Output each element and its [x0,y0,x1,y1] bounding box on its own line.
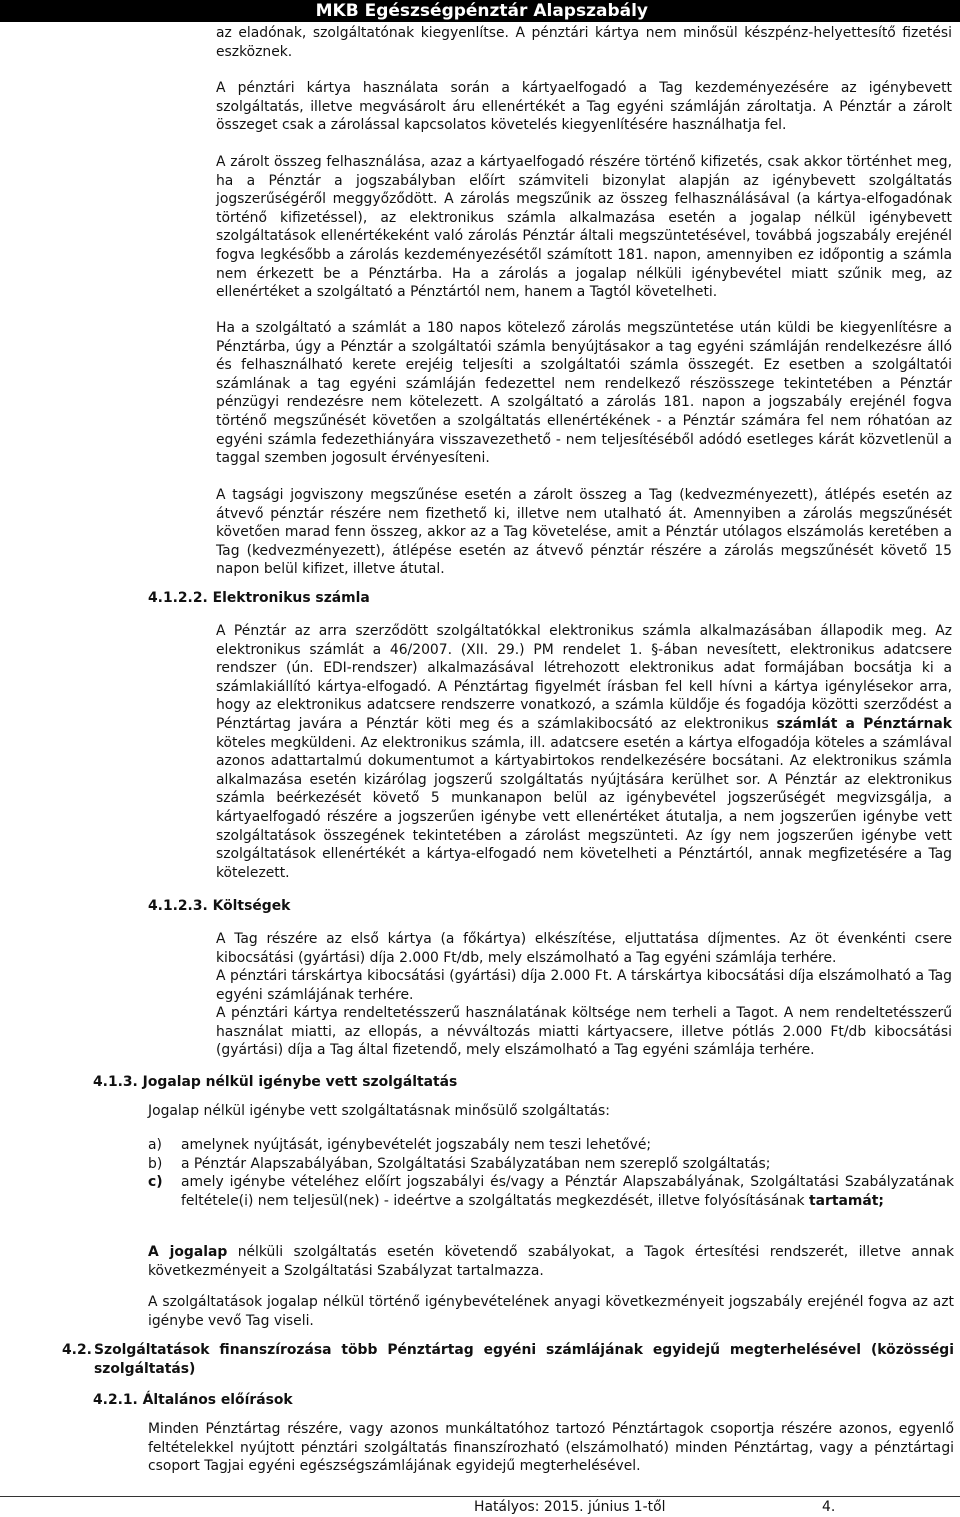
list-item [148,1155,954,1174]
paragraph: Minden Pénztártag részére, vagy azonos munkáltatóhoz tartozó Pénztártagok csoportja részére azonos, egyenlő feltételekkel nyújtott pénztári szolgáltatás finanszírozható (elszámolható) minden Pénztártag, vagy a pénztártagi csoport Tagjai egyéni egészségszámlájának egyidejű megterhelésével. [148,1421,954,1475]
section-heading: 4.2.1. Általános előírások [93,1392,293,1408]
paragraph: Jogalap nélkül igénybe vett szolgáltatásnak minősülő szolgáltatás: [148,1103,610,1119]
paragraph: az eladónak, szolgáltatónak kiegyenlítse. A pénztári kártya nem minősül készpénz-helyettesítő fizetési eszköznek. [216,25,952,60]
paragraph-text: A Pénztár az arra szerződött szolgáltatókkal elektronikus számla alkalmazásában állapodik meg. Az elektronikus számlát a 46/2007. (XII. 29.) PM rendelet 1. §-ában nevesített, elektronikus adatcsere rendszer (ún. EDI-rendszer) alkalmazásával létrehozott elektronikus adat formájában bocsátja ki a számlakiállító kártya-elfogadó. A Pénztártag figyelmét írásban fel kell hívni a kártya igénylésekor arra, hogy az elektronikus adatcsere rendszerre vonatkozó, a számla küldője és fogadója közötti szerződést a Pénztártag javára a Pénztár köti meg és a számlakibocsátó az elektronikus [216,623,952,732]
list-item-text-wrapper [181,1173,954,1210]
paragraph-text: köteles megküldeni. Az elektronikus számla, ill. adatcsere esetén a kártya elfogadója köteles a számlával azonos adattartalmú dokumentumot a kártyabirtokos rendelkezésére bocsátani. Az elektronikus számla alkalmazása esetén kizárólag jogszerű szolgáltatás nyújtására kerülhet sor. A Pénztár az elektronikus számla beérkezését követő 5 munkanapon belül az igénybevétel jogszerűségét megvizsgálja, a kártyaelfogadó részére a jogszerűen igénybe vett ellenértéket átutalja, a nem jogszerűen igénybe vett szolgáltatások összegének tekintetében a zárolást megszünteti. Az így nem jogszerűen igénybe vett szolgáltatások ellenértékét a kártya-elfogadó nem követelheti a Pénztártól, annak megfizetésére a Tag kötelezett. [216,734,952,881]
paragraph: A zárolt összeg felhasználása, azaz a kártyaelfogadó részére történő kifizetés, csak akkor történhet meg, ha a Pénztár a jogszabályban előírt számviteli bizonylat alapján az igénybevett szolgáltatás jogszerűségéről meggyőződött. A zárolás megszűnik az összeg felhasználásával (a kártya-elfogadónak történő kifizetéssel), az elektronikus számla alkalmazása esetén a jogalap nélkül igénybevett szolgáltatások ellenértékeként való zárolás Pénztár általi megszüntetésével, továbbá jogszabály erejénél fogva legkésőbb a zárolás kezdeményezésétől számított 181. napon, amennyiben ez időpontig a számla nem érkezett be a Pénztárba. Ha a zárolás a jogalap nélküli igénybevétel miatt szűnik meg, az ellenértéket a szolgáltató a Pénztártól nem, hanem a Tagtól követelheti. [216,154,952,301]
paragraph: A pénztári kártya rendeltetésszerű használatának költsége nem terheli a Tagot. A nem rendeltetésszerű használat miatti, az ellopás, a névváltozás miatti kártyacsere, illetve pótlás 2.000 Ft/db kibocsátási (gyártási) díja a Tag által fizetendő, mely elszámolható a Tag egyéni számlája terhére. [216,1005,952,1059]
section-heading [62,1341,954,1378]
list-item-label: c) [148,1174,163,1190]
section-title: Szolgáltatások finanszírozása több Pénztártag egyéni számlájának egyidejű megterhelésével (közösségi szolgáltatás) [94,1342,954,1377]
section-heading: 4.1.2.3. Költségek [148,898,291,914]
list-item-emphasis: tartamát; [809,1192,884,1209]
list-item-text: amely igénybe vételéhez előírt jogszabályi és/vagy a Pénztár Alapszabályának, Szolgáltatási Szabályzatának feltétele(i) nem teljesül(nek) - ideértve a szolgáltatás megkezdését, illetve folyósításának [181,1174,954,1209]
paragraph [216,622,952,882]
paragraph-emphasis: A jogalap [148,1244,228,1260]
list-item-text: a Pénztár Alapszabályában, Szolgáltatási Szabályzatában nem szereplő szolgáltatás; [181,1156,771,1172]
paragraph: A tagsági jogviszony megszűnése esetén a zárolt összeg a Tag (kedvezményezett), átlépés esetén az átvevő pénztár részére nem fizethető ki, illetve nem utalható át. Amennyiben a zárolás megszűnését követően marad fenn összeg, akkor az a Tag követelése, amit a Pénztár utólagos elszámolás keretében a Tag (kedvezményezett), átlépése esetén az átvevő pénztár részére a zárolás megszűnését követő 15 napon belül kifizet, illetve átutal. [216,487,952,578]
document-title: MKB Egészségpénztár Alapszabály [315,1,648,21]
section-heading: 4.1.3. Jogalap nélkül igénybe vett szolgáltatás [93,1074,458,1090]
section-heading: 4.1.2.2. Elektronikus számla [148,590,370,606]
paragraph-emphasis: számlát a Pénztárnak [776,715,953,732]
effective-date: Hatályos: 2015. június 1-től [474,1499,666,1515]
paragraph: A szolgáltatások jogalap nélkül történő igénybevételének anyagi következményeit jogszabály erejénél fogva az azt igénybe vevő Tag viseli. [148,1294,954,1329]
page-footer [0,1496,960,1517]
paragraph [148,1243,954,1280]
list-item-text: amelynek nyújtását, igénybevételét jogszabály nem teszi lehetővé; [181,1137,652,1153]
page-number: 4. [822,1499,836,1515]
paragraph: A Tag részére az első kártya (a főkártya) elkészítése, eljuttatása díjmentes. Az öt évenkénti csere kibocsátási (gyártási) díja 2.000 Ft/db, mely elszámolható a Tag egyéni számlája terhére. [216,931,952,966]
list-item [148,1136,954,1155]
page-header [0,0,960,22]
list-item-label: b) [148,1156,163,1172]
paragraph-text: nélküli szolgáltatás esetén követendő szabályokat, a Tagok értesítési rendszerét, illetve annak következményeit a Szolgáltatási Szabályzat tartalmazza. [148,1244,954,1279]
paragraph: A pénztári társkártya kibocsátási (gyártási) díja 2.000 Ft. A társkártya kibocsátási díja elszámolható a Tag egyéni számlájának terhére. [216,968,952,1003]
list-item-label: a) [148,1137,162,1153]
paragraph: Ha a szolgáltató a számlát a 180 napos kötelező zárolás megszüntetése után küldi be kiegyenlítésre a Pénztárba, úgy a Pénztár a szolgáltatói számla benyújtásakor a tag egyéni számláján rendelkezésre álló és felhasználható kerete erejéig teljesíti a szolgáltatói számla összegét. Ez esetben a szolgáltatói számlának a tag egyéni számláján fedezettel nem rendelkező részösszege tekintetében a Pénztár pénzügyi rendezésre nem kötelezett. A szolgáltató a zárolás 181. napon a jogszabály erejénél fogva történő megszűnését követően a szolgáltatás ellenértékének - a Pénztár számára fel nem róhatóan az egyéni számla fedezethiányára visszavezethető - nem teljesítéséből adódó esetleges kárát közvetlenül a taggal szemben jogosult érvényesíteni. [216,320,952,467]
paragraph: A pénztári kártya használata során a kártyaelfogadó a Tag kezdeményezésére az igénybevett szolgáltatás, illetve megvásárolt áru ellenértékét a Tag egyéni számláján zároltatja. A Pénztár a zárolt összeget csak a zárolással kapcsolatos követelés kiegyenlítésére használhatja fel. [216,80,952,134]
list-item [148,1173,954,1210]
section-number: 4.2. [62,1342,92,1358]
